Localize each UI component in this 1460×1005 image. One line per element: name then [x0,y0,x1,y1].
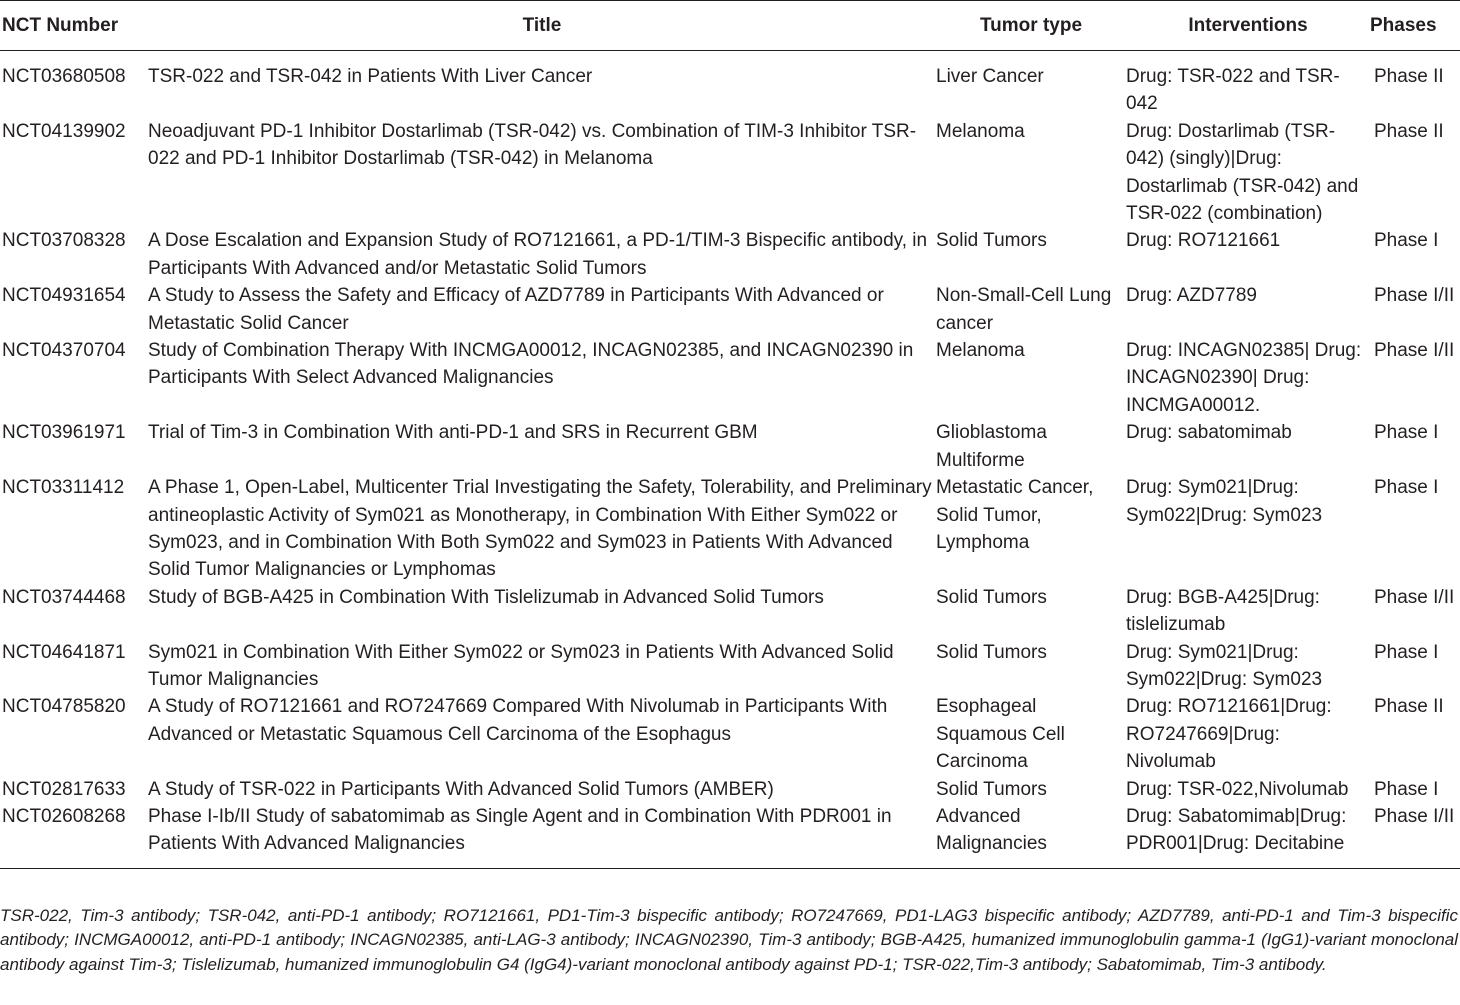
cell-tumor-type: Melanoma [936,120,1025,142]
cell-nct-number: NCT03708328 [2,230,126,252]
header-tumor-type: Tumor type [936,1,1126,51]
cell-nct-number: NCT04931654 [2,285,126,307]
cell-tumor-type: Melanoma [936,340,1025,362]
cell-phase: Phase II [1374,66,1444,87]
cell-phase: Phase I [1374,422,1439,444]
cell-title: Study of Combination Therapy With INCMGA00012, INCAGN02385, and INCAGN02390 in Participants With Select Advanced Malignancies [148,340,914,389]
cell-phase: Phase I [1374,778,1439,800]
cell-title: Trial of Tim-3 in Combination With anti-PD-1 and SRS in Recurrent GBM [148,422,758,444]
cell-title: A Study of TSR-022 in Participants With Advanced Solid Tumors (AMBER) [148,778,774,800]
cell-tumor-type: Solid Tumors [936,230,1047,252]
cell-title: A Study to Assess the Safety and Efficacy of AZD7789 in Participants With Advanced or Metastatic Solid Cancer [148,285,884,334]
table-row [0,693,1460,775]
cell-tumor-type: Non-Small-Cell Lung cancer [936,285,1112,334]
cell-interventions: Drug: sabatomimab [1126,422,1292,444]
cell-tumor-type: Glioblastoma Multiforme [936,422,1047,471]
cell-tumor-type: Liver Cancer [936,66,1044,87]
header-row [0,1,1460,51]
cell-phase: Phase I/II [1374,285,1455,307]
cell-interventions: Drug: INCAGN02385| Drug: INCAGN02390| Drug: INCMGA00012. [1126,340,1362,416]
table-row [0,419,1460,474]
header-interventions: Interventions [1126,1,1370,51]
table-footnote: TSR-022, Tim-3 antibody; TSR-042, anti-PD-1 antibody; RO7121661, PD1-Tim-3 bispecific antibody; RO7247669, PD1-LAG3 bispecific antibody; AZD7789, anti-PD-1 and Tim-3 bispecific antibody; INCMGA00012, anti-PD-1 antibody; INCAGN02385, anti-LAG-3 antibody; INCAGN02390, Tim-3 antibody; BGB-A425, humanized immunoglobulin gamma-1 (IgG1)-variant monoclonal antibody against Tim-3; Tislelizumab, humanized immunoglobulin G4 (IgG4)-variant monoclonal antibody against PD-1; TSR-022,Tim-3 antibody; Sabatomimab, Tim-3 antibody. [0,906,1458,974]
cell-title: Neoadjuvant PD-1 Inhibitor Dostarlimab (TSR-042) vs. Combination of TIM-3 Inhibitor TSR-022 and PD-1 Inhibitor Dostarlimab (TSR-042) in Melanoma [148,120,917,170]
cell-phase: Phase I/II [1374,586,1455,608]
cell-interventions: Drug: AZD7789 [1126,285,1257,307]
cell-tumor-type: Solid Tumors [936,641,1047,663]
cell-tumor-type: Metastatic Cancer, Solid Tumor, Lymphoma [936,477,1094,553]
cell-interventions: Drug: Sym021|Drug: Sym022|Drug: Sym023 [1126,477,1323,526]
table-row [0,337,1460,419]
header-phases: Phases [1370,1,1460,51]
table-row [0,803,1460,868]
table-row [0,474,1460,584]
cell-phase: Phase II [1374,696,1444,718]
cell-title: Study of BGB-A425 in Combination With Tislelizumab in Advanced Solid Tumors [148,586,824,608]
cell-nct-number: NCT04641871 [2,641,126,663]
table-row [0,282,1460,337]
table-row [0,118,1460,228]
cell-title: Sym021 in Combination With Either Sym022 or Sym023 in Patients With Advanced Solid Tumor Malignancies [148,641,894,690]
header-title: Title [148,1,936,51]
cell-interventions: Drug: Sabatomimab|Drug: PDR001|Drug: Decitabine [1126,803,1370,868]
cell-title: Phase I-Ib/II Study of sabatomimab as Single Agent and in Combination With PDR001 in Patients With Advanced Malignancies [148,803,936,868]
cell-tumor-type: Esophageal Squamous Cell Carcinoma [936,696,1065,773]
cell-nct-number: NCT03744468 [2,586,126,608]
table-row [0,227,1460,282]
cell-nct-number: NCT02817633 [2,778,126,800]
cell-phase: Phase I/II [1374,340,1455,362]
table-row [0,51,1460,118]
cell-nct-number: NCT02608268 [0,803,148,868]
cell-interventions: Drug: TSR-022 and TSR-042 [1126,66,1340,115]
header-nct-number: NCT Number [0,1,148,51]
cell-nct-number: NCT03680508 [2,66,126,87]
cell-tumor-type: Solid Tumors [936,778,1047,800]
cell-phase: Phase I [1374,230,1439,252]
cell-phase: Phase I [1374,641,1439,663]
cell-nct-number: NCT04370704 [2,340,126,362]
cell-phase: Phase I/II [1370,803,1460,868]
cell-tumor-type: Solid Tumors [936,586,1047,608]
cell-title: A Dose Escalation and Expansion Study of RO7121661, a PD-1/TIM-3 Bispecific antibody, in Participants With Advanced and/or Metastatic Solid Tumors [148,230,928,279]
cell-tumor-type: Advanced Malignancies [936,803,1126,868]
table-header [0,1,1460,51]
cell-interventions: Drug: TSR-022,Nivolumab [1126,778,1349,800]
table-row [0,639,1460,694]
cell-nct-number: NCT03311412 [2,477,125,499]
cell-interventions: Drug: Sym021|Drug: Sym022|Drug: Sym023 [1126,641,1323,690]
cell-title: TSR-022 and TSR-042 in Patients With Liver Cancer [148,66,593,87]
table-row [0,584,1460,639]
cell-interventions: Drug: RO7121661|Drug: RO7247669|Drug: Nivolumab [1126,696,1332,773]
cell-title: A Study of RO7121661 and RO7247669 Compared With Nivolumab in Participants With Advanced or Metastatic Squamous Cell Carcinoma of the Esophagus [148,696,888,745]
cell-title: A Phase 1, Open-Label, Multicenter Trial Investigating the Safety, Tolerability, and Preliminary antineoplastic Activity of Sym021 as Monotherapy, in Combination With Either Sym022 or Sym023, and in Combination With Both Sym022 and Sym023 in Patients With Advanced Solid Tumor Malignancies or Lymphomas [148,477,932,581]
cell-phase: Phase II [1374,120,1444,142]
cell-nct-number: NCT04139902 [2,120,126,142]
cell-interventions: Drug: RO7121661 [1126,230,1281,252]
cell-interventions: Drug: BGB-A425|Drug: tislelizumab [1126,586,1320,636]
table-row [0,776,1460,803]
cell-interventions: Drug: Dostarlimab (TSR-042) (singly)|Drug: Dostarlimab (TSR-042) and TSR-022 (combination) [1126,120,1359,225]
cell-phase: Phase I [1374,477,1439,499]
cell-nct-number: NCT03961971 [2,422,126,444]
table-body [0,51,1460,869]
cell-nct-number: NCT04785820 [2,696,126,718]
